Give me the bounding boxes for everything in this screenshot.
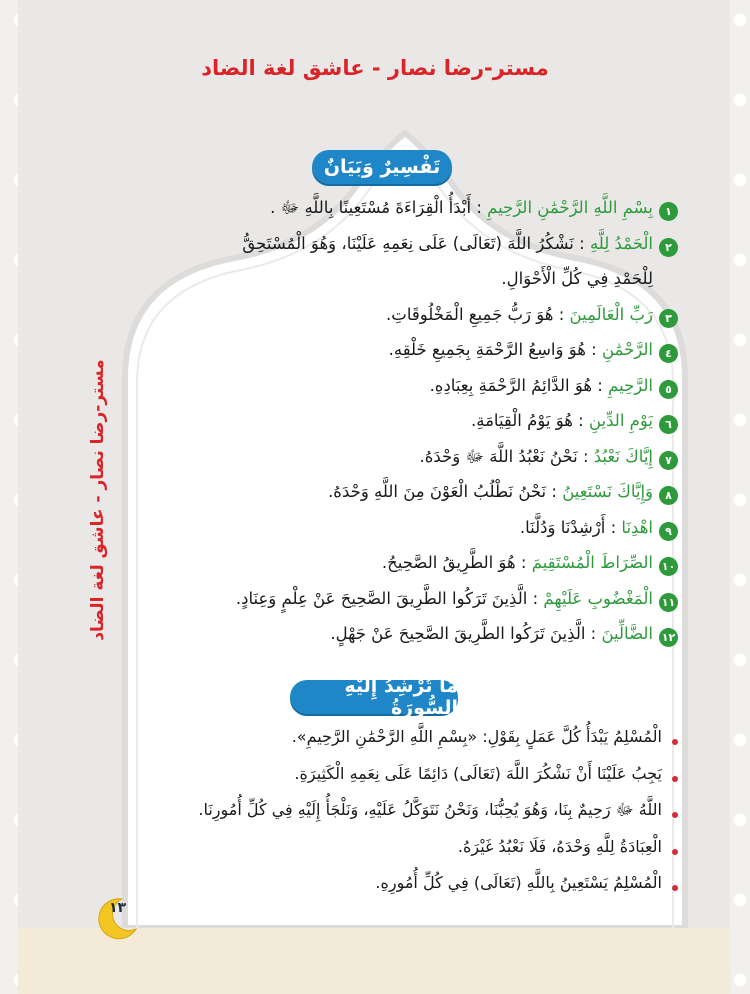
term-definition: : أَبْدَأُ الْقِرَاءَةَ مُسْتَعِينًا بِاللَّهِ ﷻ . (270, 198, 482, 217)
quran-term: الرَّحْمَٰنِ (601, 340, 653, 359)
bullet-icon (672, 739, 678, 745)
tafsir-item (236, 624, 678, 660)
item-number: ٩ (659, 522, 678, 541)
term-definition: : هُوَ الدَّائِمُ الرَّحْمَةِ بِعِبَادِهِ. (429, 375, 603, 395)
item-number: ١ (659, 202, 678, 221)
quran-term: الرَّحِيمِ (608, 375, 653, 395)
item-number: ١٢ (659, 628, 678, 647)
quran-term: رَبِّ الْعَالَمِينَ (569, 304, 653, 324)
tafsir-item (236, 482, 678, 518)
guidance-text: الْعِبَادَةُ لِلَّهِ وَحْدَهُ، فَلَا نَعْبُدُ غَيْرَهُ. (457, 836, 662, 856)
bullet-icon (672, 776, 678, 782)
tafsir-list (236, 198, 678, 660)
item-number: ٤ (659, 344, 678, 363)
bullet-icon (672, 812, 678, 818)
term-definition: : هُوَ وَاسِعُ الرَّحْمَةِ بِجَمِيعِ خَلْقِهِ. (388, 340, 597, 359)
guidance-text: اللَّهُ ﷻ رَحِيمٌ بِنَا، وَهُوَ يُحِبُّنَا، وَنَحْنُ نَتَوَكَّلُ عَلَيْهِ، وَنَلْجَأُ إِلَيْهِ فِي كُلِّ أُمُورِنَا. (198, 800, 662, 819)
term-definition: : أَرْشِدْنَا وَدُلَّنَا. (519, 517, 617, 537)
tafsir-item (236, 376, 678, 412)
guidance-item (198, 873, 678, 910)
term-definition: : الَّذِينَ تَرَكُوا الطَّرِيقَ الصَّحِيحَ عَنْ جَهْلٍ. (330, 624, 597, 643)
guidance-header: مَا تُرْشِدُ إِلَيْهِ السُّورَةُ (290, 680, 458, 714)
item-number: ٥ (659, 380, 678, 399)
guidance-item (198, 800, 678, 837)
quran-term: الضَّالِّينَ (601, 624, 653, 643)
tafsir-item (236, 518, 678, 554)
quran-term: اهْدِنَا (621, 517, 653, 537)
item-number: ٦ (659, 415, 678, 434)
item-number: ٣ (659, 309, 678, 328)
tafsir-header: تَفْسِيرٌ وَبَيَانٌ (312, 150, 452, 184)
term-definition: : نَحْنُ نَعْبُدُ اللَّهَ ﷻ وَحْدَهُ. (419, 446, 589, 466)
tafsir-item (236, 305, 678, 341)
term-definition-continued: لِلْحَمْدِ فِي كُلِّ الْأَحْوَالِ. (501, 269, 653, 288)
term-definition: : هُوَ الطَّرِيقُ الصَّحِيحُ. (381, 553, 527, 572)
item-number: ١١ (659, 593, 678, 612)
term-definition: : هُوَ يَوْمُ الْقِيَامَةِ. (470, 411, 584, 430)
item-number: ٧ (659, 451, 678, 470)
tafsir-item (236, 340, 678, 376)
guidance-text: الْمُسْلِمُ يَسْتَعِينُ بِاللَّهِ (تَعَالَى) فِي كُلِّ أُمُورِهِ. (375, 873, 662, 892)
tafsir-item (236, 198, 678, 234)
quran-term: إِيَّاكَ نَعْبُدُ (593, 446, 653, 466)
bullet-icon (672, 849, 678, 855)
quran-term: الْحَمْدُ لِلَّهِ (589, 233, 653, 253)
tafsir-item (236, 589, 678, 625)
quran-term: وَإِيَّاكَ نَسْتَعِينُ (562, 482, 653, 501)
guidance-item (198, 764, 678, 801)
quran-term: يَوْمِ الدِّينِ (588, 411, 653, 430)
item-number: ٨ (659, 486, 678, 505)
tafsir-item (236, 411, 678, 447)
quran-term: بِسْمِ اللَّهِ الرَّحْمَٰنِ الرَّحِيمِ (487, 198, 653, 217)
term-definition: : هُوَ رَبُّ جَمِيعِ الْمَخْلُوقَاتِ. (386, 304, 565, 324)
tafsir-item-continuation (236, 269, 678, 305)
tafsir-item (236, 234, 678, 270)
term-definition: : الَّذِينَ تَرَكُوا الطَّرِيقَ الصَّحِيحَ عَنْ عِلْمٍ وَعِنَادٍ. (235, 588, 539, 608)
guidance-item (198, 727, 678, 764)
watermark-side: مستر-رضا نصار - عاشق لغة الضاد (88, 359, 108, 641)
term-definition: : نَشْكُرُ اللَّهَ (تَعَالَى) عَلَى نِعَمِهِ عَلَيْنَا، وَهُوَ الْمُسْتَحِقُّ (242, 233, 585, 253)
item-number: ٢ (659, 238, 678, 257)
tafsir-item (236, 553, 678, 589)
guidance-text: يَجِبُ عَلَيْنَا أَنْ نَشْكُرَ اللَّهَ (تَعَالَى) دَائِمًا عَلَى نِعَمِهِ الْكَثِيرَةِ. (294, 763, 662, 783)
guidance-item (198, 837, 678, 874)
term-definition: : نَحْنُ نَطْلُبُ الْعَوْنَ مِنَ اللَّهِ وَحْدَهُ. (328, 482, 557, 501)
quran-term: الصِّرَاطَ الْمُسْتَقِيمَ (531, 553, 653, 572)
guidance-text: الْمُسْلِمُ يَبْدَأُ كُلَّ عَمَلٍ بِقَوْلِ: «بِسْمِ اللَّهِ الرَّحْمَٰنِ الرَّحِيمِ». (291, 727, 662, 746)
watermark-top: مستر-رضا نصار - عاشق لغة الضاد (201, 56, 549, 80)
page-number: ١٣ (109, 900, 127, 916)
bullet-icon (672, 885, 678, 891)
tafsir-item (236, 447, 678, 483)
quran-term: الْمَغْضُوبِ عَلَيْهِمْ (543, 588, 653, 608)
guidance-list (198, 727, 678, 910)
item-number: ١٠ (659, 557, 678, 576)
